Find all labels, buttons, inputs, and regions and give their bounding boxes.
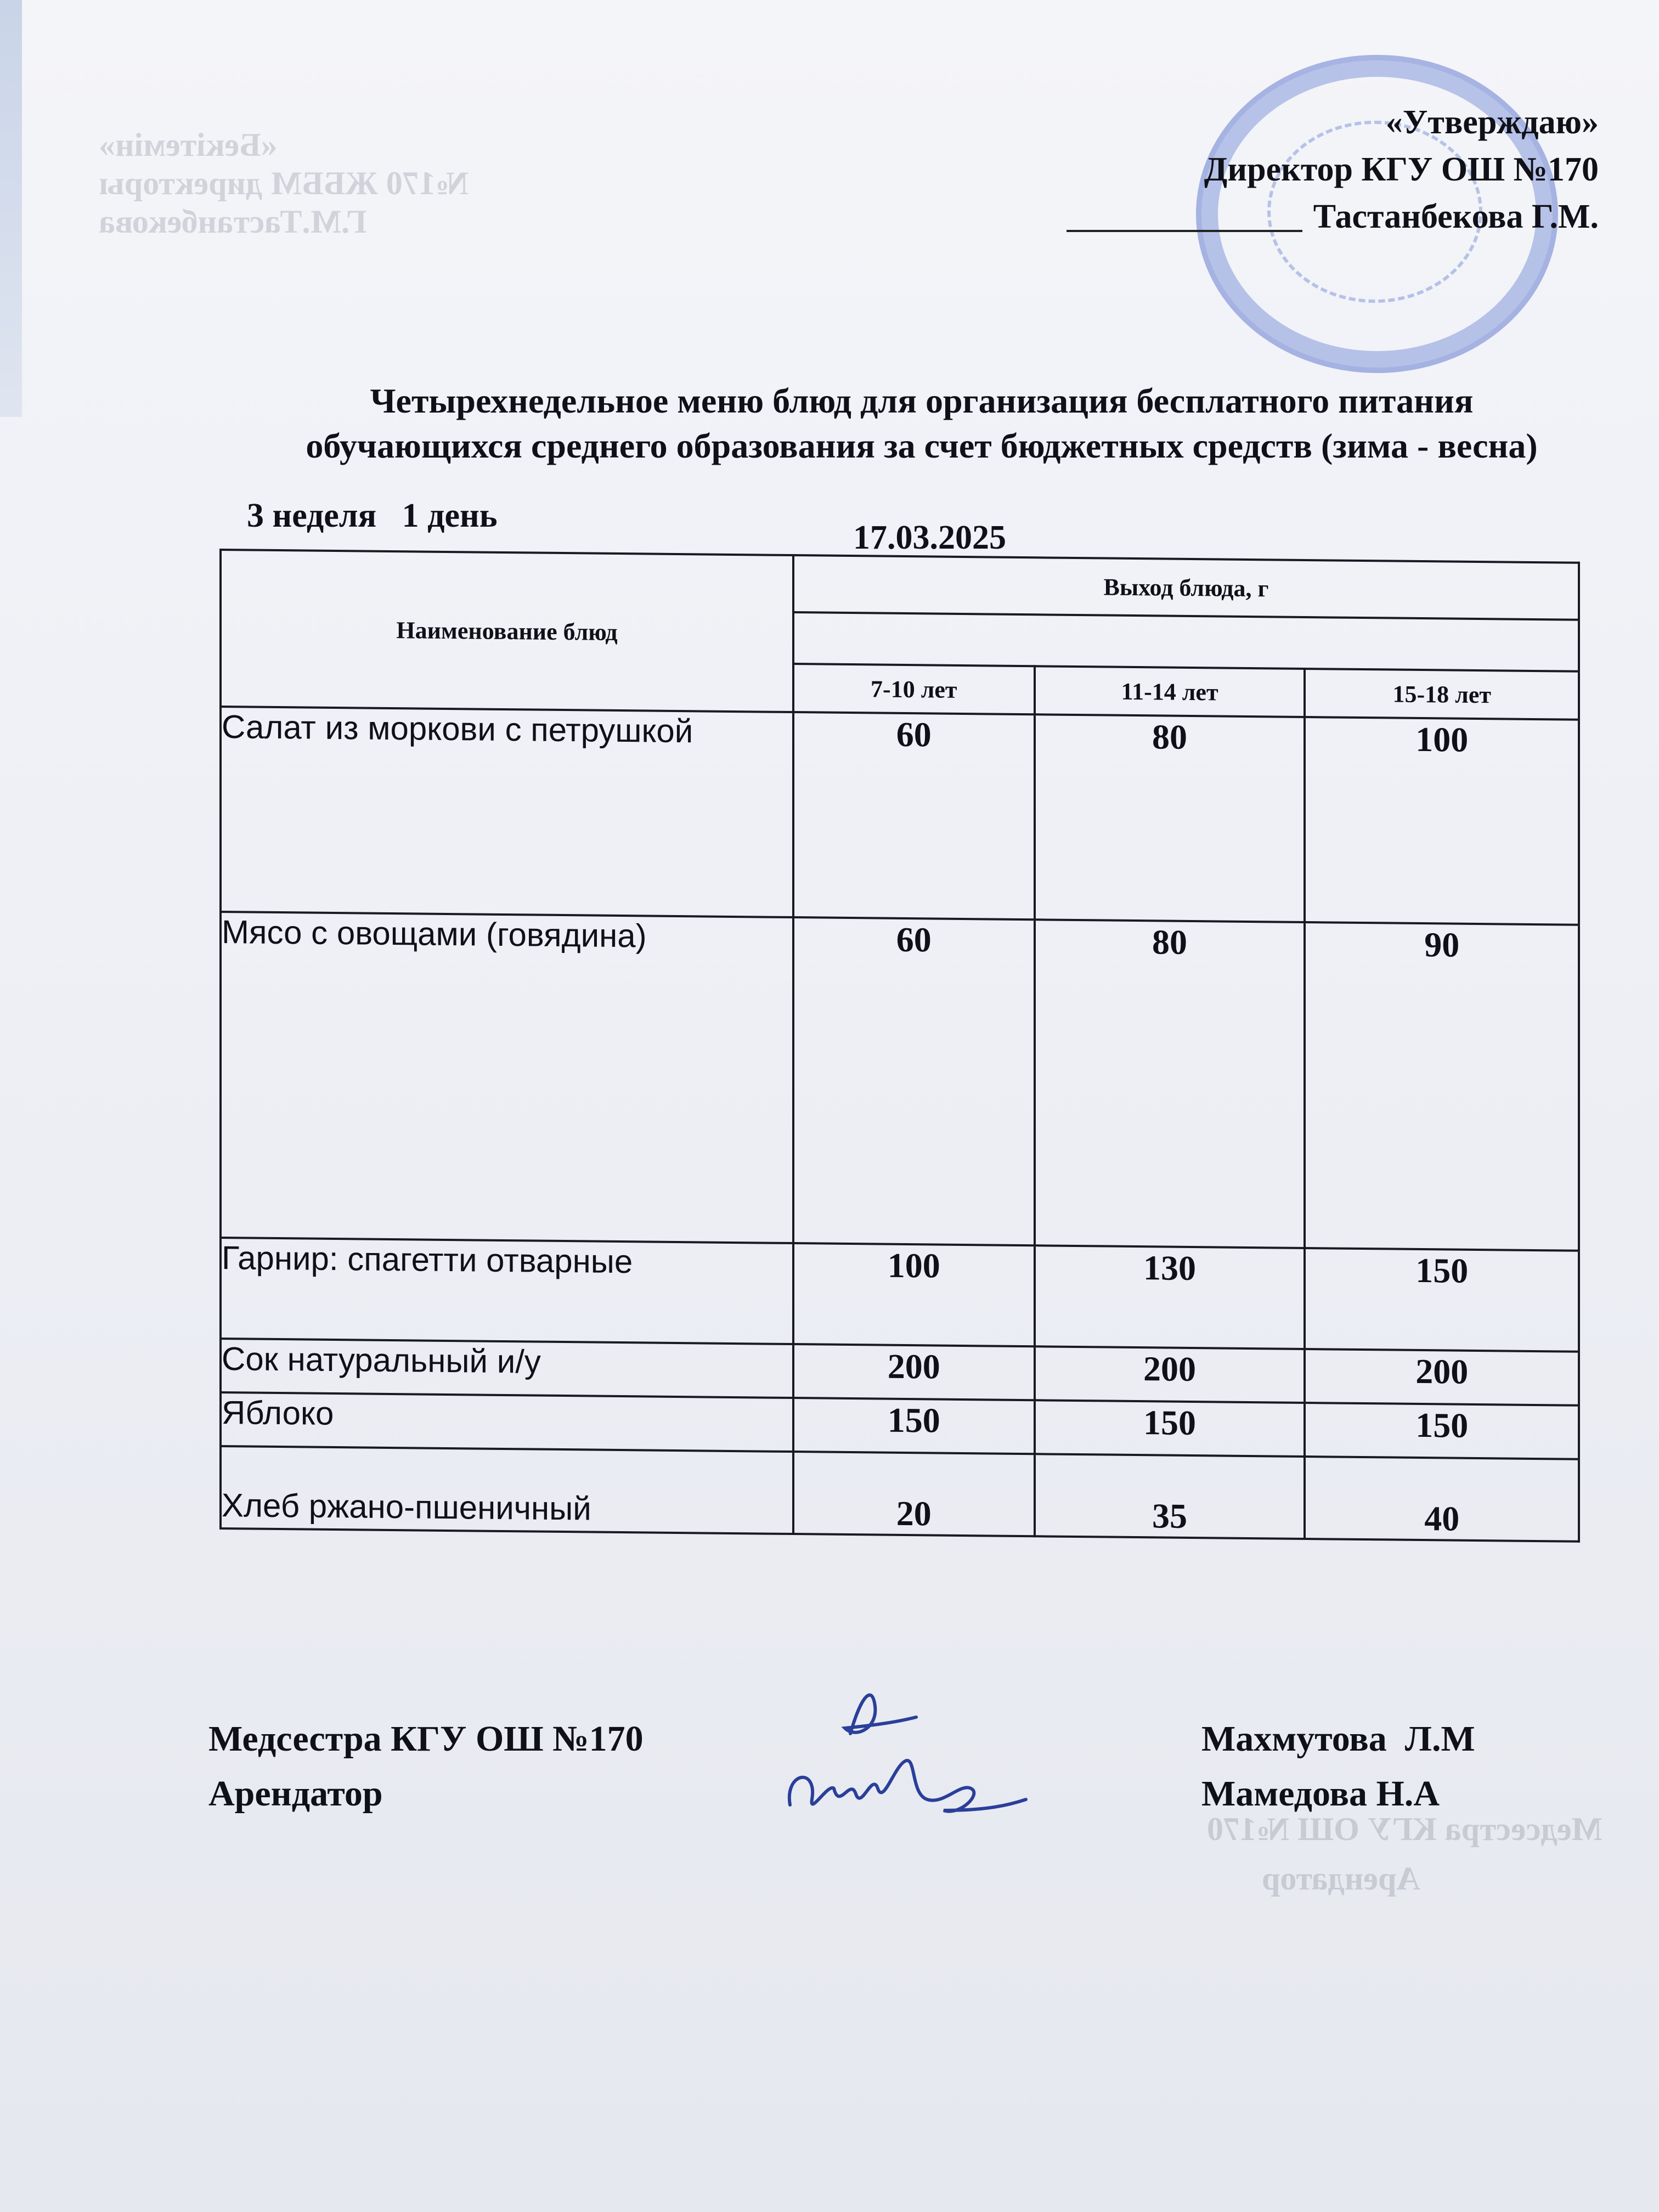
table-row <box>221 1446 1579 1542</box>
portion-7-10: 60 <box>793 712 1035 919</box>
portion-15-18: 200 <box>1305 1349 1579 1406</box>
portion-11-14: 130 <box>1035 1245 1305 1349</box>
dish-name: Сок натуральный и/у <box>221 1339 793 1398</box>
bleed-through-text: Г.М.Тастанбекова <box>99 204 367 240</box>
bleed-through-text: «Бекітемін» <box>99 127 278 163</box>
portion-15-18: 150 <box>1305 1248 1579 1352</box>
table-row <box>221 707 1579 925</box>
header-age-15-18: 15-18 лет <box>1305 669 1579 720</box>
dish-name: Яблоко <box>221 1392 793 1452</box>
portion-7-10: 200 <box>793 1344 1035 1400</box>
dish-name: Мясо с овощами (говядина) <box>221 912 793 1243</box>
bleed-through-text: Медсестра КГУ ОШ №170 <box>1207 1811 1602 1847</box>
background-edge <box>0 0 22 417</box>
handwritten-signature <box>779 1673 1031 1838</box>
header-output: Выход блюда, г <box>793 555 1579 620</box>
approval-line-3 <box>885 193 1599 240</box>
approval-line-1: «Утверждаю» <box>1385 104 1599 141</box>
portion-11-14: 80 <box>1035 714 1305 922</box>
approval-block <box>885 99 1599 240</box>
footer-left <box>208 1712 644 1821</box>
bleed-through-text: №170 ЖББМ директоры <box>99 165 469 201</box>
director-name: Тастанбекова Г.М. <box>1313 198 1599 235</box>
nurse-label: Медсестра КГУ ОШ №170 <box>208 1719 644 1759</box>
dish-name: Гарнир: спагетти отварные <box>221 1238 793 1344</box>
title-line-1: Четырехнедельное меню блюд для организация бесплатного питания <box>370 381 1474 420</box>
menu-date: 17.03.2025 <box>853 519 1006 556</box>
tenant-name: Мамедова Н.А <box>1201 1774 1440 1814</box>
footer-right <box>1201 1712 1475 1821</box>
portion-7-10: 100 <box>793 1243 1035 1346</box>
nurse-name: Махмутова Л.М <box>1201 1719 1475 1759</box>
approval-line-2: Директор КГУ ОШ №170 <box>1204 151 1599 188</box>
portion-11-14: 35 <box>1035 1454 1305 1539</box>
director-signature-line <box>1066 208 1302 232</box>
portion-11-14: 200 <box>1035 1346 1305 1403</box>
table-row <box>221 1238 1579 1352</box>
table-row <box>221 912 1579 1251</box>
document-title <box>208 379 1635 469</box>
dish-name: Салат из моркови с петрушкой <box>221 707 793 917</box>
portion-15-18: 90 <box>1305 922 1579 1251</box>
dish-name: Хлеб ржано-пшеничный <box>221 1446 793 1534</box>
header-age-7-10: 7-10 лет <box>793 664 1035 714</box>
portion-11-14: 150 <box>1035 1400 1305 1457</box>
header-empty-row <box>793 612 1579 672</box>
portion-15-18: 100 <box>1305 717 1579 925</box>
header-dish-name: Наименование блюд <box>221 550 793 712</box>
portion-7-10: 60 <box>793 917 1035 1245</box>
week-day-label: 3 неделя 1 день <box>247 497 498 534</box>
menu-table <box>219 549 1580 1543</box>
portion-11-14: 80 <box>1035 919 1305 1248</box>
tenant-label: Арендатор <box>208 1774 383 1814</box>
portion-15-18: 40 <box>1305 1457 1579 1542</box>
bleed-through-text: Арендатор <box>1262 1860 1420 1897</box>
portion-7-10: 150 <box>793 1398 1035 1454</box>
title-line-2: обучающихся среднего образования за счет бюджетных средств (зима - весна) <box>306 426 1538 465</box>
portion-15-18: 150 <box>1305 1403 1579 1459</box>
header-age-11-14: 11-14 лет <box>1035 666 1305 717</box>
portion-7-10: 20 <box>793 1452 1035 1536</box>
